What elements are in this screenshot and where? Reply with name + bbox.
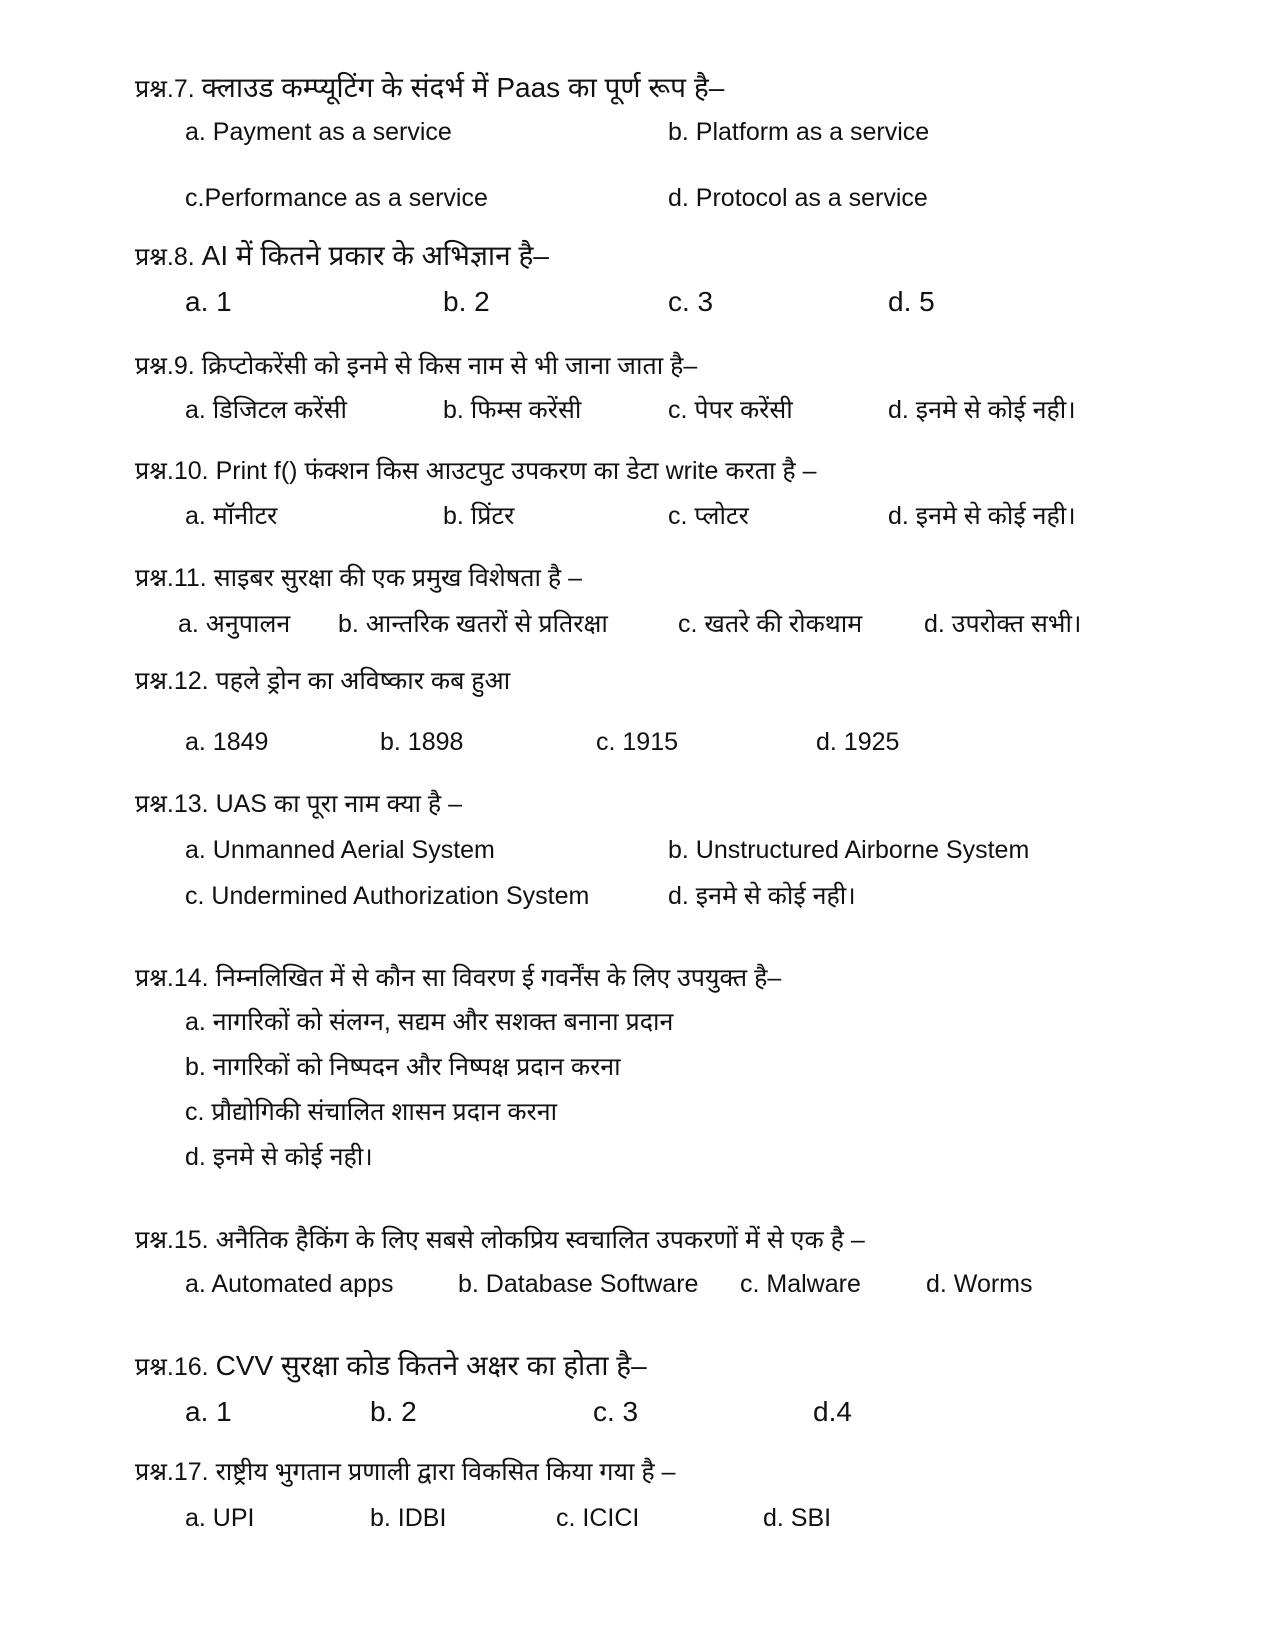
question-stem — [135, 1350, 647, 1383]
option-c: c. Malware — [740, 1270, 861, 1298]
option-c: c. पेपर करेंसी — [668, 396, 793, 424]
question-label: प्रश्न.13. — [135, 790, 209, 818]
option-c: c. खतरे की रोकथाम — [678, 610, 863, 638]
question-text: पहले ड्रोन का अविष्कार कब हुआ — [215, 667, 511, 695]
option-b: b. IDBI — [370, 1504, 447, 1532]
question-stem — [135, 788, 462, 820]
option-a: a. अनुपालन — [178, 610, 291, 638]
option-d: d. इनमे से कोई नही। — [888, 502, 1076, 530]
question-label: प्रश्न.14. — [135, 964, 209, 992]
option-c: c. 3 — [668, 286, 714, 317]
question-label: प्रश्न.9. — [135, 352, 195, 380]
option-c: c.Performance as a service — [185, 184, 488, 212]
option-b: b. 1898 — [380, 728, 464, 756]
option-b: b. Database Software — [458, 1270, 699, 1298]
option-a: a. Unmanned Aerial System — [185, 836, 495, 864]
option-a: a. Automated apps — [185, 1270, 394, 1298]
option-b: b. आन्तरिक खतरों से प्रतिरक्षा — [338, 610, 608, 638]
option-a: a. UPI — [185, 1504, 255, 1532]
option-d: d. 5 — [888, 286, 935, 317]
option-c: c. ICICI — [556, 1504, 640, 1532]
option-b: b. नागरिकों को निष्पदन और निष्पक्ष प्रदान करना — [185, 1053, 621, 1081]
question-label: प्रश्न.8. — [135, 243, 195, 271]
option-b: b. फिम्स करेंसी — [443, 396, 582, 424]
option-d: d. 1925 — [816, 728, 900, 756]
question-label: प्रश्न.12. — [135, 667, 209, 695]
question-stem — [135, 72, 724, 105]
question-label: प्रश्न.15. — [135, 1226, 209, 1254]
option-a: a. 1849 — [185, 728, 269, 756]
question-stem — [135, 962, 781, 994]
question-text: निम्नलिखित में से कौन सा विवरण ई गवर्नेंस के लिए उपयुक्त है– — [215, 964, 782, 992]
question-text: AI में कितने प्रकार के अभिज्ञान है– — [201, 240, 549, 271]
question-stem — [135, 350, 697, 382]
option-d: d. Protocol as a service — [668, 184, 928, 212]
option-b: b. Unstructured Airborne System — [668, 836, 1030, 864]
question-text: अनैतिक हैकिंग के लिए सबसे लोकप्रिय स्वचालित उपकरणों में से एक है – — [215, 1226, 865, 1254]
option-c: c. Undermined Authorization System — [185, 882, 590, 910]
question-label: प्रश्न.17. — [135, 1458, 209, 1486]
question-stem — [135, 240, 549, 273]
option-d: d.4 — [813, 1396, 852, 1427]
option-c: c. प्रौद्योगिकी संचालित शासन प्रदान करना — [185, 1098, 558, 1126]
question-text: राष्ट्रीय भुगतान प्रणाली द्वारा विकसित किया गया है – — [215, 1458, 676, 1486]
option-b: b. 2 — [443, 286, 490, 317]
option-a: a. 1 — [185, 1396, 232, 1427]
option-c: c. प्लोटर — [668, 502, 749, 530]
option-a: a. 1 — [185, 286, 232, 317]
question-text: क्रिप्टोकरेंसी को इनमे से किस नाम से भी जाना जाता है– — [201, 352, 698, 380]
question-stem — [135, 1456, 675, 1488]
option-a: a. मॉनीटर — [185, 502, 278, 530]
option-d: d. SBI — [763, 1504, 832, 1532]
option-a: a. नागरिकों को संलग्न, सद्यम और सशक्त बनाना प्रदान — [185, 1008, 674, 1036]
option-a: a. डिजिटल करेंसी — [185, 396, 347, 424]
question-stem — [135, 665, 510, 697]
question-stem — [135, 455, 817, 487]
option-d: d. Worms — [926, 1270, 1033, 1298]
option-d: d. इनमे से कोई नही। — [888, 396, 1076, 424]
option-d: d. इनमे से कोई नही। — [185, 1143, 373, 1171]
option-c: c. 3 — [593, 1396, 639, 1427]
question-label: प्रश्न.11. — [135, 564, 207, 592]
question-text: क्लाउड कम्प्यूटिंग के संदर्भ में Paas का पूर्ण रूप है– — [201, 72, 725, 103]
question-stem — [135, 1224, 865, 1256]
question-text: CVV सुरक्षा कोड कितने अक्षर का होता है– — [215, 1350, 647, 1381]
option-c: c. 1915 — [596, 728, 679, 756]
option-d: d. उपरोक्त सभी। — [924, 610, 1082, 638]
option-a: a. Payment as a service — [185, 118, 452, 146]
option-b: b. 2 — [370, 1396, 417, 1427]
question-text: साइबर सुरक्षा की एक प्रमुख विशेषता है – — [213, 564, 583, 592]
question-text: Print f() फंक्शन किस आउटपुट उपकरण का डेटा write करता है – — [215, 457, 817, 485]
option-b: b. Platform as a service — [668, 118, 930, 146]
question-label: प्रश्न.7. — [135, 75, 195, 103]
option-b: b. प्रिंटर — [443, 502, 515, 530]
question-label: प्रश्न.16. — [135, 1353, 209, 1381]
option-d: d. इनमे से कोई नही। — [668, 882, 856, 910]
question-text: UAS का पूरा नाम क्या है – — [215, 790, 463, 818]
question-stem — [135, 562, 582, 594]
question-label: प्रश्न.10. — [135, 457, 209, 485]
